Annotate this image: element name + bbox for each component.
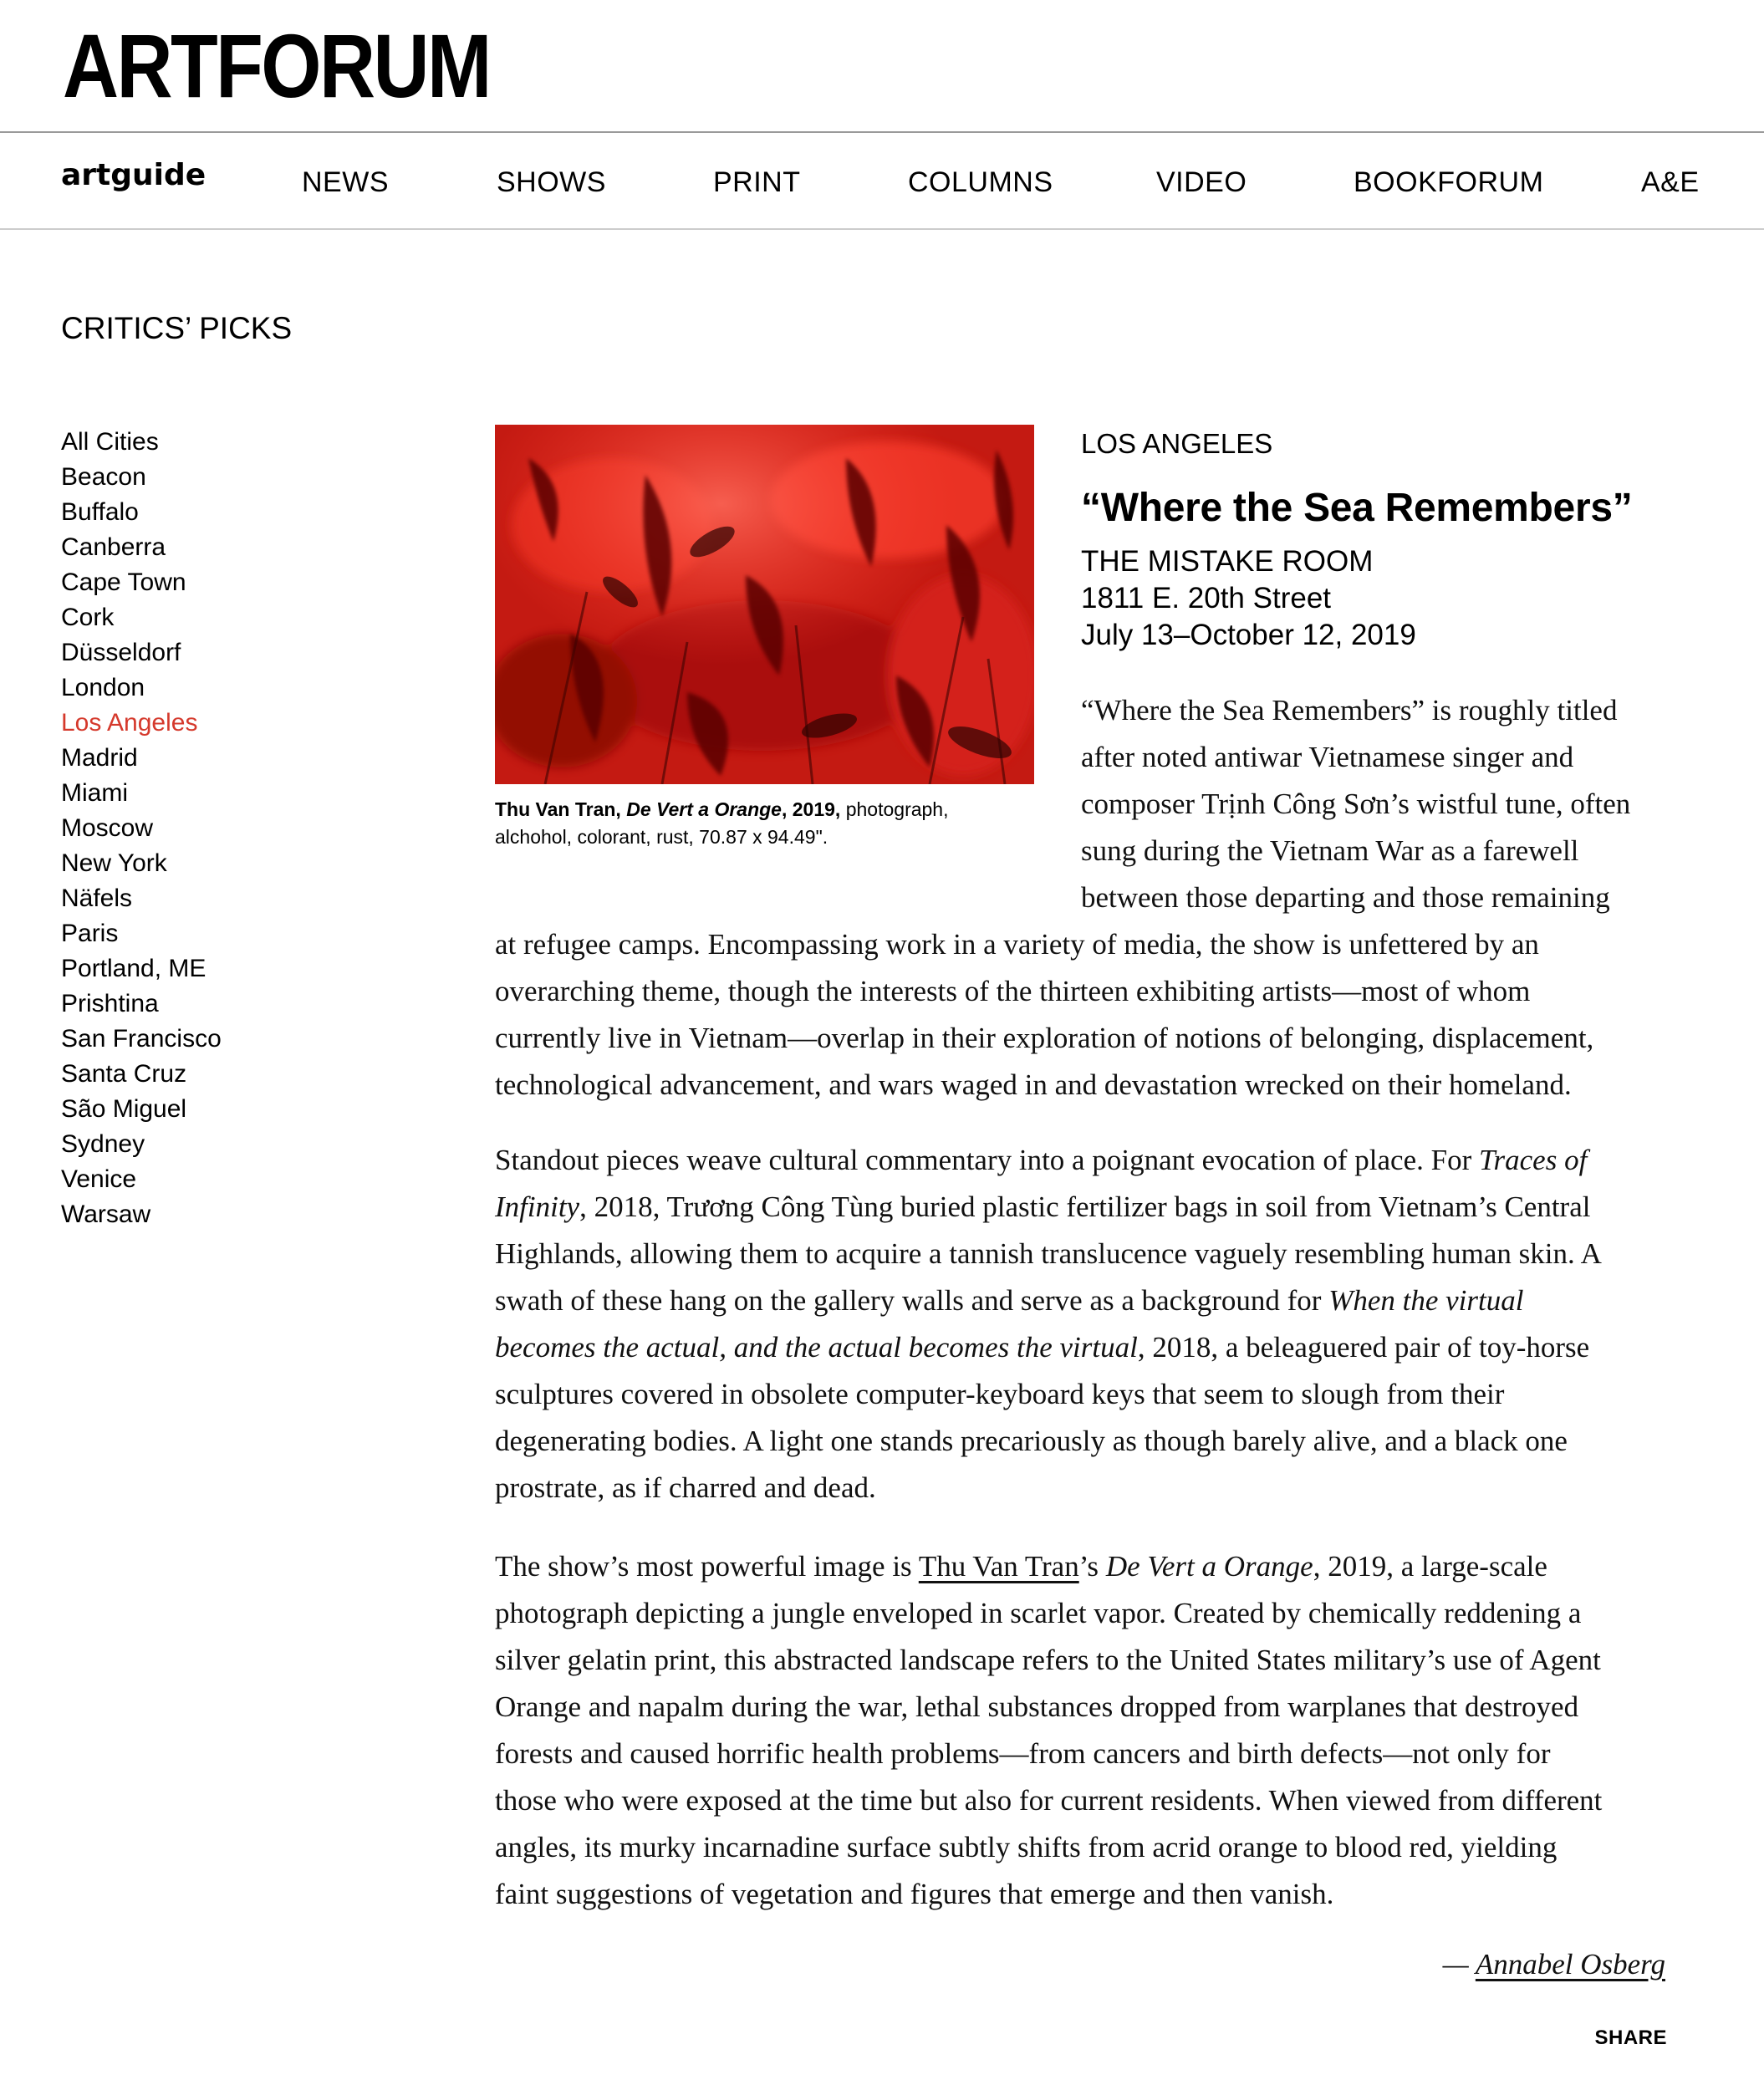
byline [1421,1948,1665,1981]
artwork-title: De Vert a Orange [1105,1550,1313,1583]
text-line: angles, its murky incarnadine surface subtly shifts from acrid orange to blood red, yielding [495,1831,1558,1863]
text-run: Standout pieces weave cultural commentary into a poignant evocation of place. For [495,1144,1479,1176]
article-paragraph-1 [495,921,1593,1109]
artwork-title: When the virtual [1328,1284,1524,1317]
city-link[interactable]: San Francisco [61,1025,222,1053]
nav-item-shows[interactable]: SHOWS [497,166,606,198]
city-link[interactable]: Näfels [61,885,133,912]
city-link[interactable]: Santa Cruz [61,1060,187,1088]
text-run: , 2018, a beleaguered pair of toy-horse [1137,1331,1590,1364]
text-line: “Where the Sea Remembers” is roughly titled [1081,694,1618,726]
text-line: overarching theme, though the interests of the thirteen exhibiting artists—most of whom [495,975,1531,1007]
exhibition-dates: July 13–October 12, 2019 [1081,619,1416,651]
text-run: ’s [1078,1550,1106,1583]
text-line: after noted antiwar Vietnamese singer and [1081,741,1574,773]
section-title: CRITICS’ PICKS [61,311,293,345]
artwork-title: Traces of [1478,1144,1588,1176]
city-link[interactable]: Canberra [61,533,166,561]
artwork-title: Infinity [495,1190,580,1223]
city-link[interactable]: Cork [61,604,115,631]
city-link[interactable]: Moscow [61,814,154,842]
venue-info [1081,543,1416,654]
city-link[interactable]: Miami [61,779,128,807]
city-link[interactable]: São Miguel [61,1095,187,1123]
city-link[interactable]: Cape Town [61,568,186,596]
venue-address: 1811 E. 20th Street [1081,582,1332,614]
city-link[interactable]: Düsseldorf [61,639,181,666]
caption-artist: Thu Van Tran, [495,798,621,820]
article-paragraph-2 [495,1137,1602,1512]
city-link[interactable]: Venice [61,1165,137,1193]
article-title: “Where the Sea Remembers” [1081,486,1633,530]
artforum-logo[interactable]: ARTFORUM [63,15,490,116]
text-line: Highlands, allowing them to acquire a tannish translucence vaguely resembling human skin. A [495,1237,1602,1270]
artist-link[interactable]: Thu Van Tran [918,1550,1079,1583]
text-line: those who were exposed at the time but also for current residents. When viewed from different [495,1784,1603,1817]
text-run: swath of these hang on the gallery walls and serve as a background for [495,1284,1329,1317]
city-link[interactable]: Prishtina [61,990,159,1017]
text-line: currently live in Vietnam—overlap in their exploration of notions of belonging, displacement, [495,1022,1594,1054]
text-line: composer Trịnh Công Sơn’s wistful tune, often [1081,788,1631,820]
nav-item-news[interactable]: NEWS [302,166,389,198]
text-line: technological advancement, and wars waged in and devastation wrecked on their homeland. [495,1068,1572,1101]
text-line: Orange and napalm during the war, lethal substances dropped from warplanes that destroyed [495,1690,1579,1723]
city-link[interactable]: Portland, ME [61,955,206,982]
nav-item-print[interactable]: PRINT [713,166,801,198]
article-city: LOS ANGELES [1081,428,1273,459]
city-link[interactable]: Warsaw [61,1201,151,1228]
nav-divider [0,228,1764,230]
venue-name[interactable]: THE MISTAKE ROOM [1081,545,1374,578]
city-link[interactable]: All Cities [61,428,159,456]
nav-item-bookforum[interactable]: BOOKFORUM [1354,166,1544,198]
city-link[interactable]: Paris [61,920,119,947]
nav-item-ae[interactable]: A&E [1641,166,1700,198]
article-lead [1081,687,1630,921]
text-line: sung during the Vietnam War as a farewell [1081,834,1579,867]
artwork-photo [495,425,1034,784]
nav-item-columns[interactable]: COLUMNS [908,166,1053,198]
city-link[interactable]: Buffalo [61,498,139,526]
artwork-title: becomes the actual, and the actual becomes the virtual [495,1331,1138,1364]
text-line: forests and caused horrific health problems—from cancers and birth defects—not only for [495,1737,1551,1770]
city-link[interactable]: Sydney [61,1130,145,1158]
main-nav [0,133,1764,230]
text-run: The show’s most powerful image is [495,1550,919,1583]
nav-item-video[interactable]: VIDEO [1156,166,1247,198]
text-run: , 2019, a large-scale [1313,1550,1547,1583]
city-link[interactable]: Beacon [61,463,146,491]
text-line: faint suggestions of vegetation and figures that emerge and then vanish. [495,1878,1334,1910]
caption-medium: photograph, [840,798,949,820]
text-line: sculptures covered in obsolete computer-keyboard keys that seem to slough from their [495,1378,1505,1410]
city-link[interactable]: Los Angeles [61,709,198,737]
caption-title: De Vert a Orange [626,798,782,820]
text-line: at refugee camps. Encompassing work in a variety of media, the show is unfettered by an [495,928,1539,961]
author-link[interactable]: Annabel Osberg [1475,1948,1665,1981]
byline-dash: — [1442,1948,1476,1981]
text-line: photograph depicting a jungle enveloped in scarlet vapor. Created by chemically reddening a [495,1597,1582,1629]
nav-brand-artguide[interactable]: artguide [61,158,206,192]
caption-details: alchohol, colorant, rust, 70.87 x 94.49". [495,826,828,848]
text-run: , 2018, Trương Công Tùng buried plastic fertilizer bags in soil from Vietnam’s Central [579,1190,1591,1223]
artwork-image[interactable] [495,425,1034,784]
text-line: prostrate, as if charred and dead. [495,1471,876,1504]
city-link[interactable]: New York [61,849,167,877]
text-line: degenerating bodies. A light one stands precariously as though barely alive, and a black one [495,1425,1568,1457]
city-list [61,425,222,1232]
city-link[interactable]: London [61,674,145,701]
article-paragraph-3 [495,1543,1602,1918]
text-line: silver gelatin print, this abstracted landscape refers to the United States military’s use of Agent [495,1644,1601,1676]
text-line: between those departing and those remaining [1081,881,1610,914]
caption-year: , 2019, [781,798,841,820]
city-link[interactable]: Madrid [61,744,138,772]
share-button[interactable]: SHARE [1594,2026,1667,2049]
image-caption [495,796,1038,851]
